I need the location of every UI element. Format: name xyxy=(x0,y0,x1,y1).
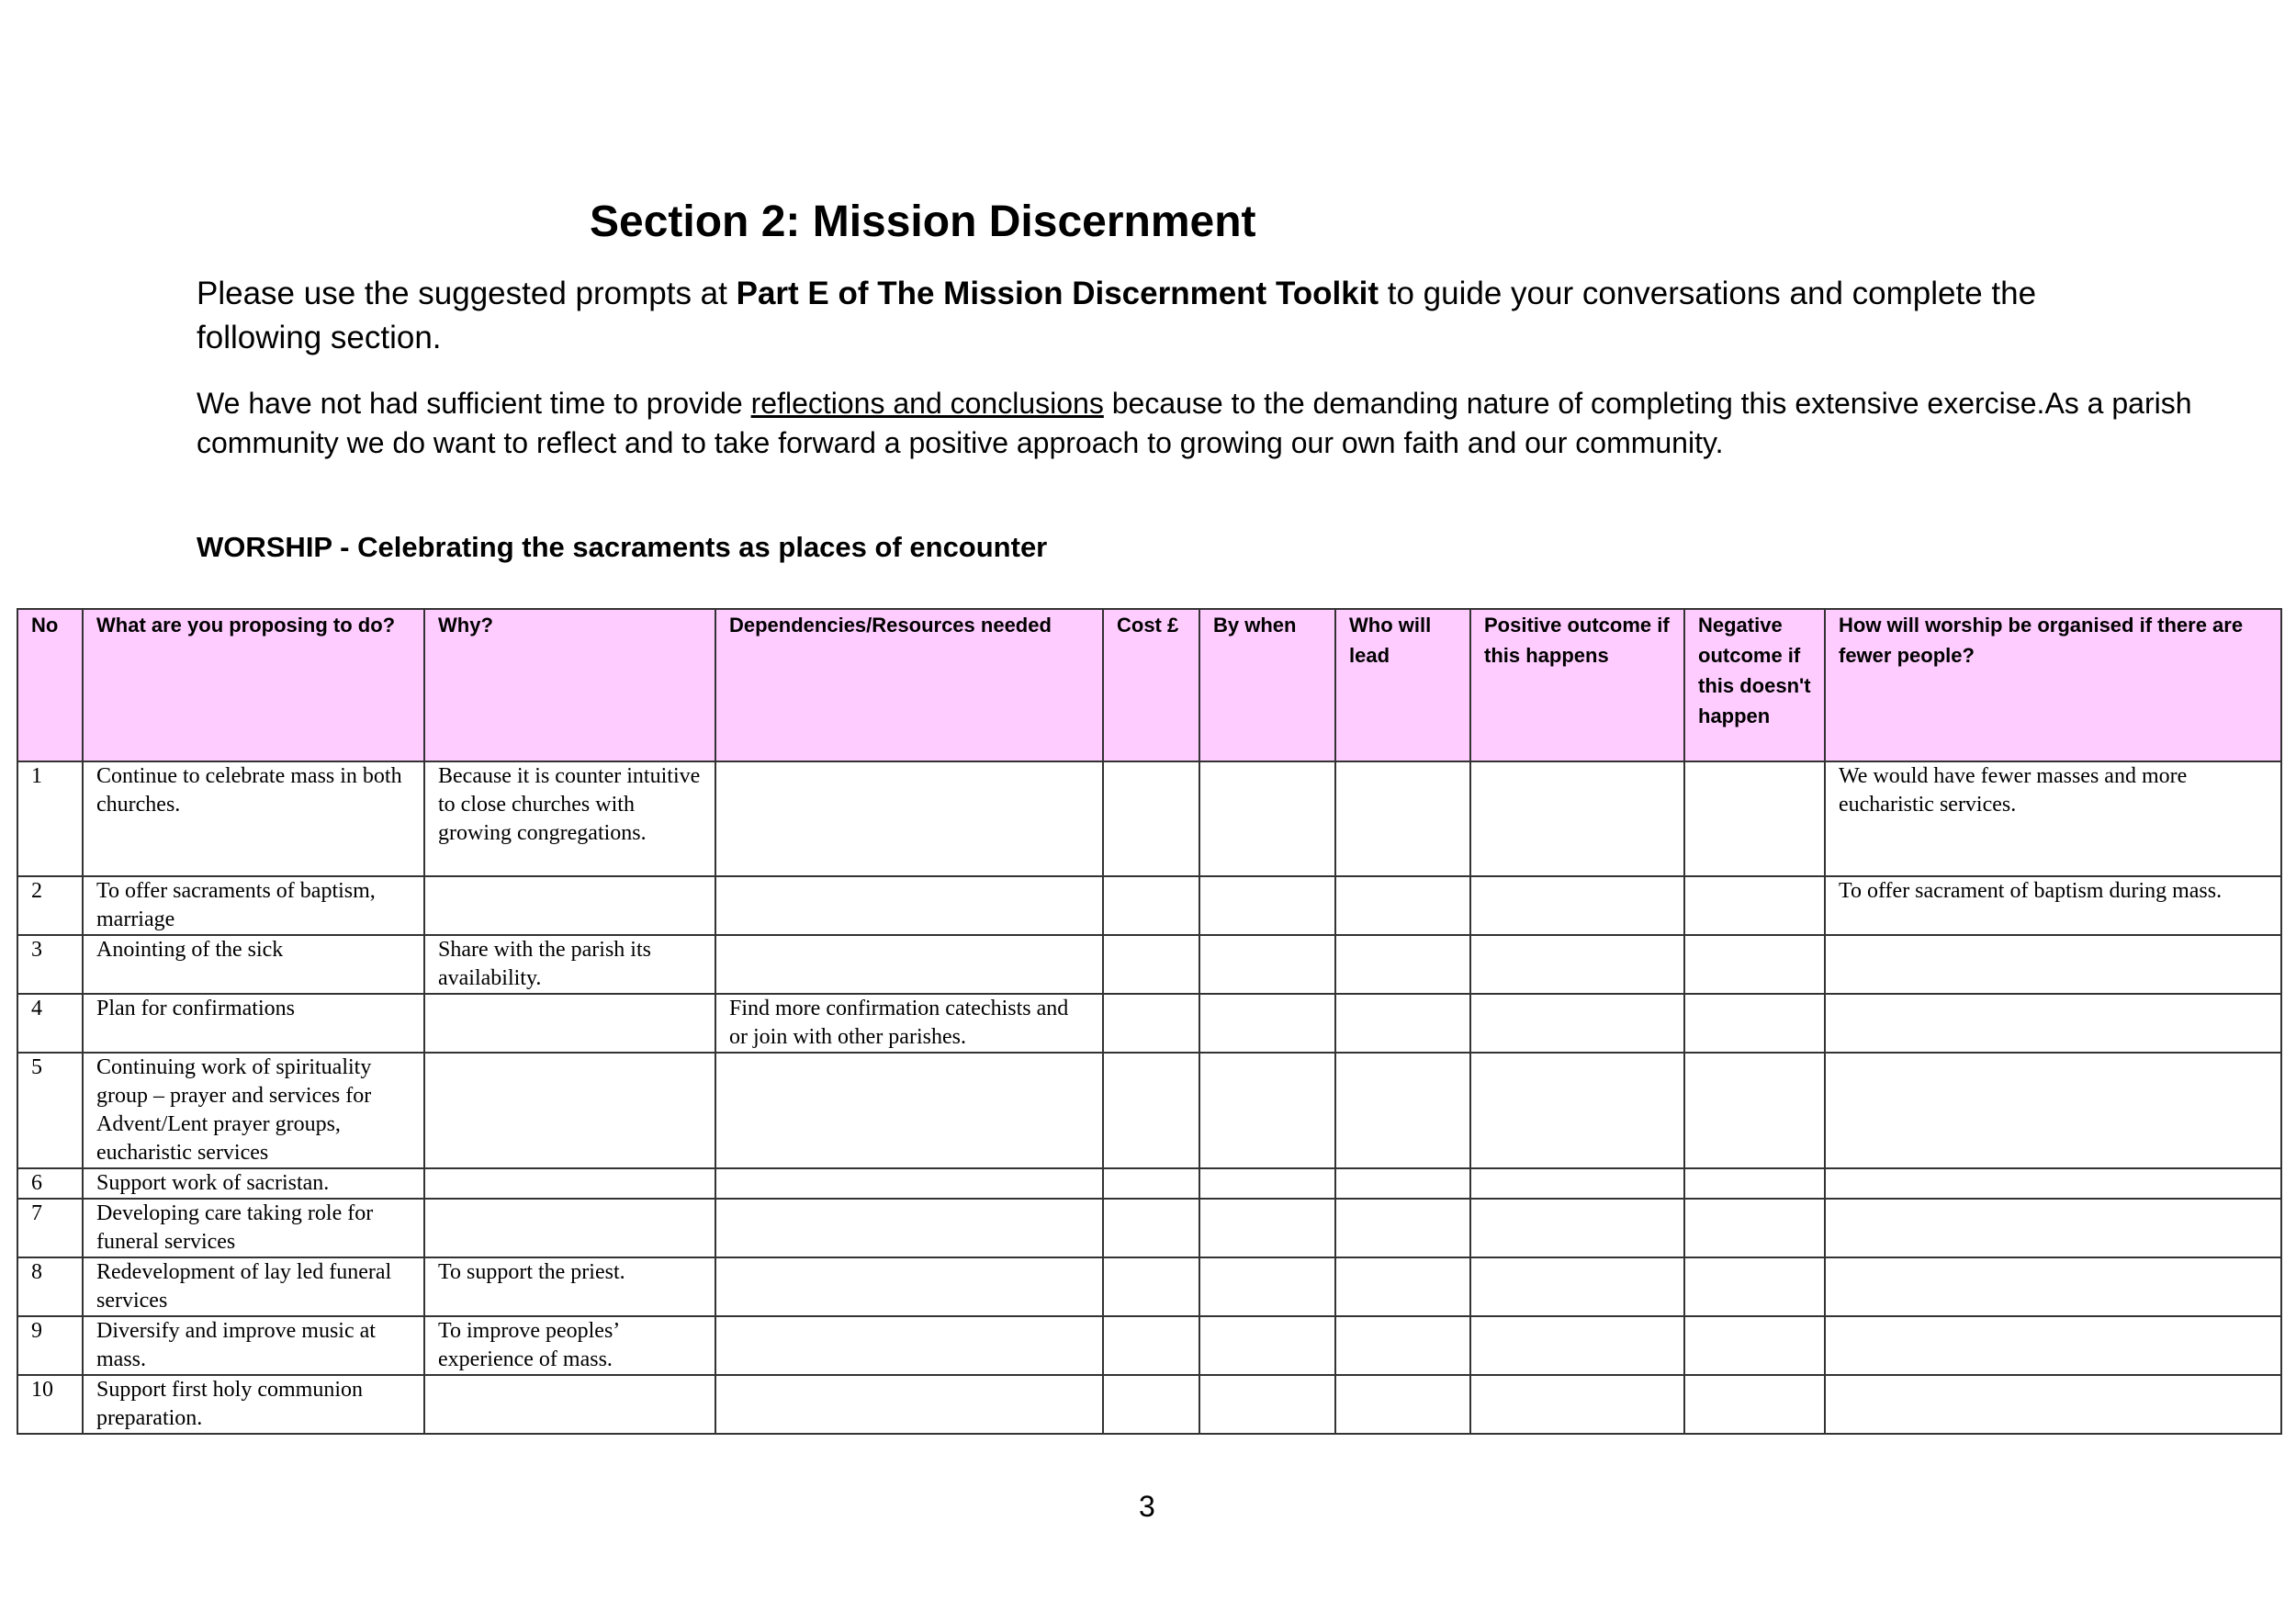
cell-why: Share with the parish its availability. xyxy=(424,935,715,994)
cell-fewer-people xyxy=(1825,935,2281,994)
cell-no: 9 xyxy=(17,1316,83,1375)
cell-who-will-lead xyxy=(1335,994,1470,1053)
header-who-will-lead: Who will lead xyxy=(1335,609,1470,761)
note-text-end: because to the demanding nature of completing this extensive exercise.As a parish community we do want to reflect and to take forward a positive approach to growing our own faith and our community. xyxy=(197,387,2192,459)
cell-cost xyxy=(1103,1257,1199,1316)
header-positive-outcome: Positive outcome if this happens xyxy=(1470,609,1684,761)
cell-by-when xyxy=(1199,876,1335,935)
cell-why xyxy=(424,1053,715,1168)
cell-proposal: Redevelopment of lay led funeral services xyxy=(83,1257,424,1316)
cell-proposal: To offer sacraments of baptism, marriage xyxy=(83,876,424,935)
table-row xyxy=(17,1375,2281,1434)
cell-no: 7 xyxy=(17,1199,83,1257)
cell-by-when xyxy=(1199,994,1335,1053)
cell-who-will-lead xyxy=(1335,1168,1470,1199)
cell-dependencies xyxy=(715,1168,1103,1199)
cell-why: Because it is counter intuitive to close churches with growing congregations. xyxy=(424,761,715,876)
cell-negative-outcome xyxy=(1684,1053,1825,1168)
cell-positive-outcome xyxy=(1470,1316,1684,1375)
table-row xyxy=(17,1199,2281,1257)
cell-proposal: Continue to celebrate mass in both churches. xyxy=(83,761,424,876)
cell-cost xyxy=(1103,994,1199,1053)
cell-dependencies xyxy=(715,876,1103,935)
cell-fewer-people xyxy=(1825,1316,2281,1375)
cell-proposal: Diversify and improve music at mass. xyxy=(83,1316,424,1375)
cell-no: 2 xyxy=(17,876,83,935)
cell-why xyxy=(424,1199,715,1257)
cell-positive-outcome xyxy=(1470,935,1684,994)
table-row xyxy=(17,1257,2281,1316)
cell-fewer-people: To offer sacrament of baptism during mass. xyxy=(1825,876,2281,935)
cell-no: 1 xyxy=(17,761,83,876)
cell-negative-outcome xyxy=(1684,1199,1825,1257)
cell-proposal: Plan for confirmations xyxy=(83,994,424,1053)
cell-dependencies xyxy=(715,1316,1103,1375)
cell-fewer-people xyxy=(1825,1168,2281,1199)
cell-dependencies xyxy=(715,1257,1103,1316)
header-no: No xyxy=(17,609,83,761)
cell-no: 4 xyxy=(17,994,83,1053)
table-row xyxy=(17,1316,2281,1375)
intro-toolkit-reference: Part E of The Mission Discernment Toolkit xyxy=(736,276,1379,311)
cell-fewer-people xyxy=(1825,1375,2281,1434)
cell-why xyxy=(424,1375,715,1434)
cell-negative-outcome xyxy=(1684,1375,1825,1434)
intro-paragraph xyxy=(197,272,2125,360)
cell-positive-outcome xyxy=(1470,1199,1684,1257)
cell-negative-outcome xyxy=(1684,1257,1825,1316)
cell-dependencies xyxy=(715,1199,1103,1257)
cell-who-will-lead xyxy=(1335,1199,1470,1257)
page-number: 3 xyxy=(1139,1490,1155,1523)
cell-dependencies xyxy=(715,761,1103,876)
cell-who-will-lead xyxy=(1335,1375,1470,1434)
cell-who-will-lead xyxy=(1335,761,1470,876)
cell-proposal: Continuing work of spirituality group – prayer and services for Advent/Lent prayer groups, eucharistic services xyxy=(83,1053,424,1168)
cell-proposal: Support work of sacristan. xyxy=(83,1168,424,1199)
cell-cost xyxy=(1103,876,1199,935)
note-underlined-phrase: reflections and conclusions xyxy=(750,387,1104,420)
cell-by-when xyxy=(1199,1375,1335,1434)
table-row xyxy=(17,1053,2281,1168)
cell-positive-outcome xyxy=(1470,1375,1684,1434)
table-row xyxy=(17,761,2281,876)
cell-negative-outcome xyxy=(1684,994,1825,1053)
cell-who-will-lead xyxy=(1335,876,1470,935)
cell-why: To support the priest. xyxy=(424,1257,715,1316)
cell-no: 8 xyxy=(17,1257,83,1316)
cell-negative-outcome xyxy=(1684,761,1825,876)
cell-dependencies: Find more confirmation catechists and or join with other parishes. xyxy=(715,994,1103,1053)
worship-plan-table xyxy=(17,608,2282,1435)
header-by-when: By when xyxy=(1199,609,1335,761)
table-row xyxy=(17,935,2281,994)
cell-fewer-people xyxy=(1825,994,2281,1053)
cell-negative-outcome xyxy=(1684,935,1825,994)
cell-by-when xyxy=(1199,761,1335,876)
table-row xyxy=(17,1168,2281,1199)
cell-dependencies xyxy=(715,1375,1103,1434)
intro-text-end: to guide your conversations and complete the following section. xyxy=(197,276,2037,355)
header-negative-outcome: Negative outcome if this doesn't happen xyxy=(1684,609,1825,761)
cell-why xyxy=(424,994,715,1053)
cell-cost xyxy=(1103,1168,1199,1199)
cell-negative-outcome xyxy=(1684,1168,1825,1199)
cell-no: 5 xyxy=(17,1053,83,1168)
cell-who-will-lead xyxy=(1335,1316,1470,1375)
cell-why xyxy=(424,1168,715,1199)
section-title: Section 2: Mission Discernment xyxy=(590,197,1256,246)
cell-dependencies xyxy=(715,935,1103,994)
reflection-note xyxy=(197,384,2217,463)
cell-cost xyxy=(1103,1199,1199,1257)
cell-proposal: Anointing of the sick xyxy=(83,935,424,994)
cell-proposal: Developing care taking role for funeral services xyxy=(83,1199,424,1257)
cell-fewer-people: We would have fewer masses and more eucharistic services. xyxy=(1825,761,2281,876)
cell-by-when xyxy=(1199,1053,1335,1168)
cell-fewer-people xyxy=(1825,1053,2281,1168)
cell-by-when xyxy=(1199,1168,1335,1199)
cell-by-when xyxy=(1199,1199,1335,1257)
note-text-start: We have not had sufficient time to provide xyxy=(197,387,751,420)
cell-cost xyxy=(1103,1316,1199,1375)
cell-cost xyxy=(1103,1375,1199,1434)
cell-why: To improve peoples’ experience of mass. xyxy=(424,1316,715,1375)
table-row xyxy=(17,876,2281,935)
cell-cost xyxy=(1103,761,1199,876)
cell-positive-outcome xyxy=(1470,876,1684,935)
cell-fewer-people xyxy=(1825,1257,2281,1316)
cell-positive-outcome xyxy=(1470,1257,1684,1316)
intro-text-start: Please use the suggested prompts at xyxy=(197,276,737,311)
cell-cost xyxy=(1103,1053,1199,1168)
cell-no: 3 xyxy=(17,935,83,994)
cell-positive-outcome xyxy=(1470,994,1684,1053)
header-cost: Cost £ xyxy=(1103,609,1199,761)
worship-heading: WORSHIP - Celebrating the sacraments as places of encounter xyxy=(197,531,1048,563)
header-why: Why? xyxy=(424,609,715,761)
cell-why xyxy=(424,876,715,935)
cell-by-when xyxy=(1199,935,1335,994)
header-fewer-people: How will worship be organised if there are fewer people? xyxy=(1825,609,2281,761)
table-header-row xyxy=(17,609,2281,761)
header-dependencies: Dependencies/Resources needed xyxy=(715,609,1103,761)
cell-dependencies xyxy=(715,1053,1103,1168)
cell-cost xyxy=(1103,935,1199,994)
cell-positive-outcome xyxy=(1470,1168,1684,1199)
cell-by-when xyxy=(1199,1316,1335,1375)
header-proposal: What are you proposing to do? xyxy=(83,609,424,761)
cell-who-will-lead xyxy=(1335,935,1470,994)
cell-positive-outcome xyxy=(1470,761,1684,876)
cell-no: 6 xyxy=(17,1168,83,1199)
cell-no: 10 xyxy=(17,1375,83,1434)
table-row xyxy=(17,994,2281,1053)
cell-negative-outcome xyxy=(1684,1316,1825,1375)
cell-by-when xyxy=(1199,1257,1335,1316)
cell-proposal: Support first holy communion preparation. xyxy=(83,1375,424,1434)
cell-who-will-lead xyxy=(1335,1257,1470,1316)
cell-negative-outcome xyxy=(1684,876,1825,935)
cell-positive-outcome xyxy=(1470,1053,1684,1168)
cell-fewer-people xyxy=(1825,1199,2281,1257)
cell-who-will-lead xyxy=(1335,1053,1470,1168)
